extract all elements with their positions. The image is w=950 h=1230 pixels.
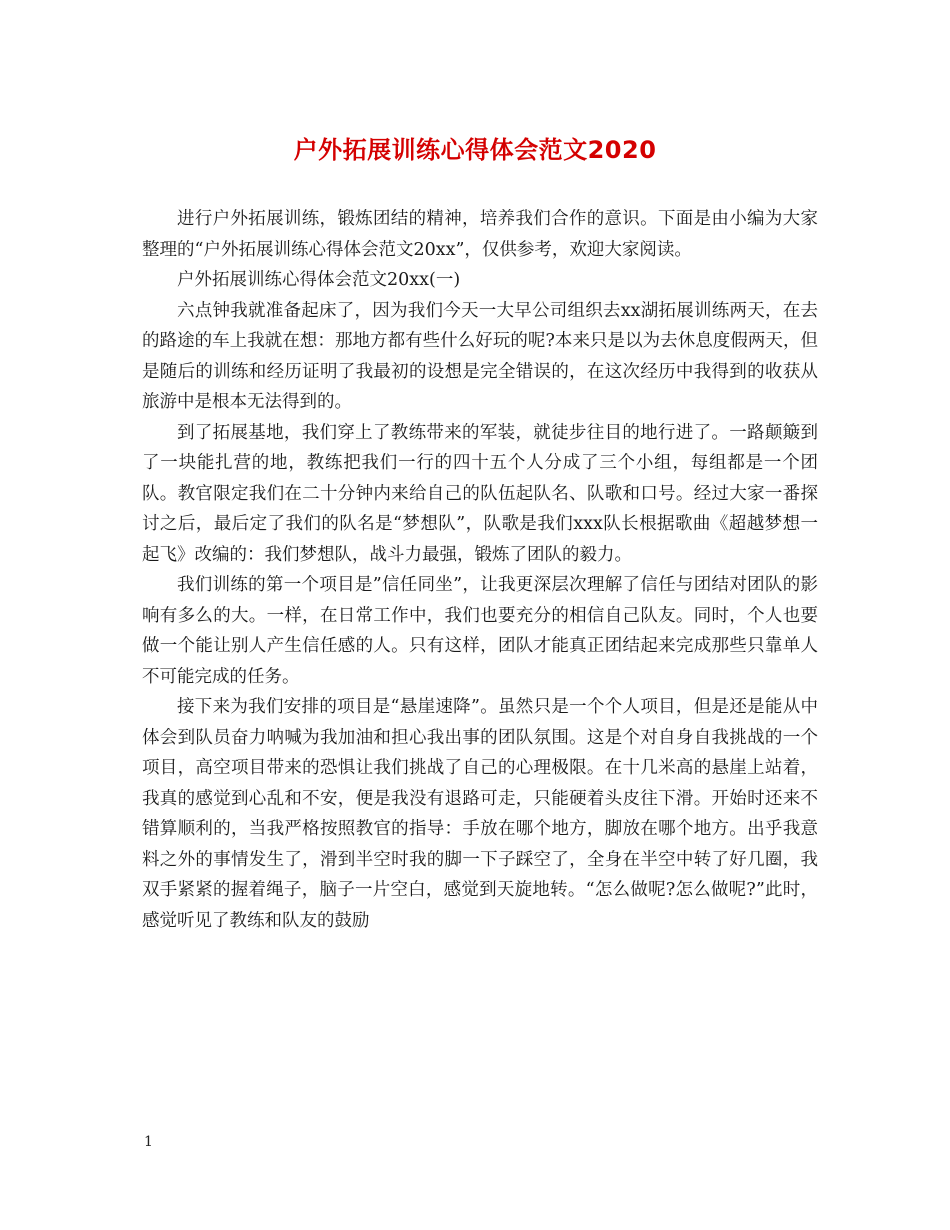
- page-number: 1: [144, 1134, 153, 1150]
- paragraph: 到了拓展基地，我们穿上了教练带来的军装，就徒步往目的地行进了。一路颠簸到了一块能扎营的地，教练把我们一行的四十五个人分成了三个小组，每组都是一个团队。教官限定我们在二十分钟内来给自己的队伍起队名、队歌和口号。经过大家一番探讨之后，最后定了我们的队名是“梦想队”，队歌是我们xxx队长根据歌曲《超越梦想一起飞》改编的：我们梦想队，战斗力最强，锻炼了团队的毅力。: [142, 422, 818, 565]
- section-heading: 户外拓展训练心得体会范文20xx(一): [177, 270, 461, 290]
- paragraph: 我们训练的第一个项目是”信任同坐”，让我更深层次理解了信任与团结对团队的影响有多么的大。一样，在日常工作中，我们也要充分的相信自己队友。同时，个人也要做一个能让别人产生信任感的人。只有这样，团队才能真正团结起来完成那些只靠单人不可能完成的任务。: [142, 575, 818, 687]
- document-body: [142, 204, 818, 936]
- document-title: 户外拓展训练心得体会范文2020: [293, 136, 657, 164]
- paragraph: 接下来为我们安排的项目是“悬崖速降”。虽然只是一个个人项目，但是还是能从中体会到队员奋力呐喊为我加油和担心我出事的团队氛围。这是个对自身自我挑战的一个项目，高空项目带来的恐惧让我们挑战了自己的心理极限。在十几米高的悬崖上站着，我真的感觉到心乱和不安，便是我没有退路可走，只能硬着头皮往下滑。开始时还来不错算顺利的，当我严格按照教官的指导：手放在哪个地方，脚放在哪个地方。出乎我意料之外的事情发生了，滑到半空时我的脚一下子踩空了，全身在半空中转了好几圈，我双手紧紧的握着绳子，脑子一片空白，感觉到天旋地转。“怎么做呢?怎么做呢?”此时，感觉听见了教练和队友的鼓励: [142, 697, 818, 931]
- paragraph: 六点钟我就准备起床了，因为我们今天一大早公司组织去xx湖拓展训练两天，在去的路途的车上我就在想：那地方都有些什么好玩的呢?本来只是以为去休息度假两天，但是随后的训练和经历证明了我最初的设想是完全错误的，在这次经历中我得到的收获从旅游中是根本无法得到的。: [142, 300, 818, 412]
- paragraph-intro: 进行户外拓展训练，锻炼团结的精神，培养我们合作的意识。下面是由小编为大家整理的“户外拓展训练心得体会范文20xx”，仅供参考，欢迎大家阅读。: [142, 209, 818, 260]
